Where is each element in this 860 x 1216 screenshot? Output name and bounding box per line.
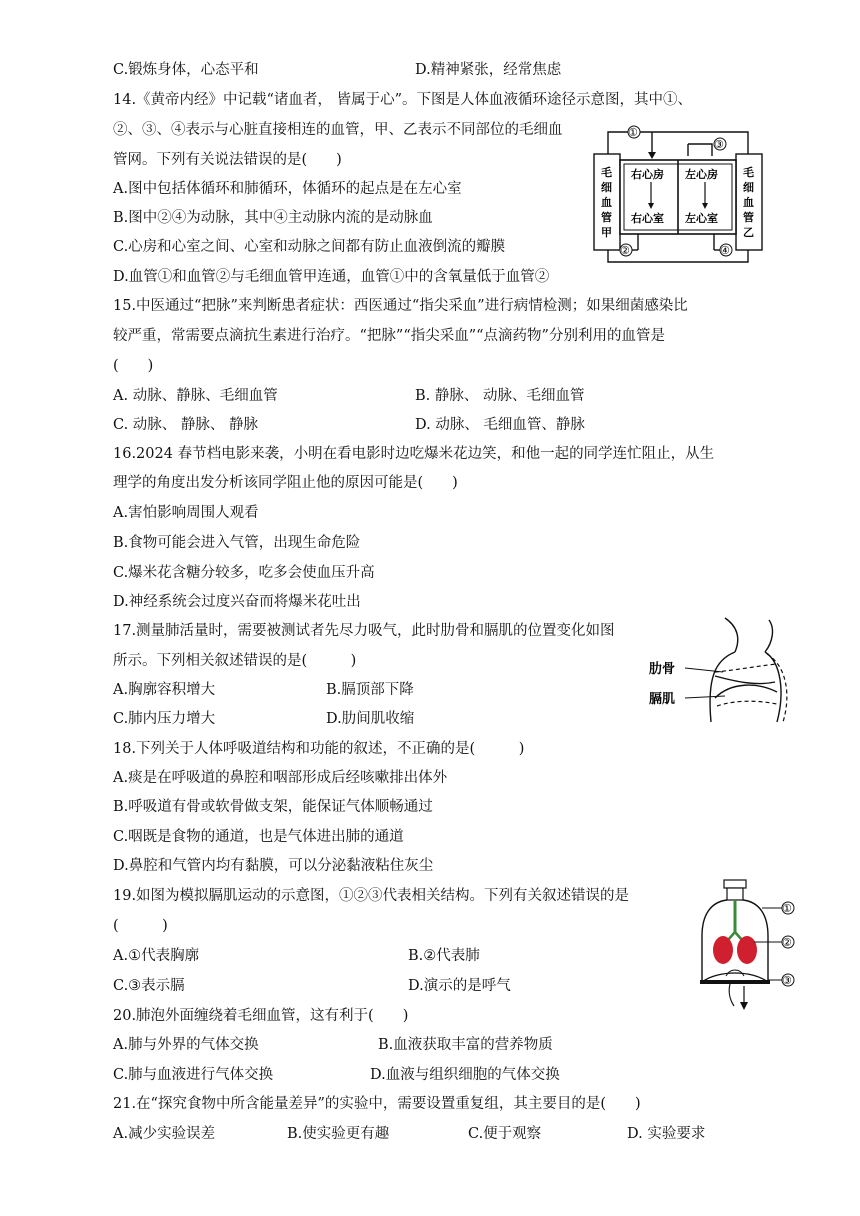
diaphragm-label: 膈肌 bbox=[649, 692, 676, 707]
right-atrium-label: 右心房 bbox=[631, 168, 664, 181]
rib-diaphragm-figure bbox=[645, 612, 795, 724]
q15-stem-line-1: 15.中医通过“把脉”来判断患者症状：西医通过“指尖采血”进行病情检测；如果细菌感染比 bbox=[113, 298, 688, 314]
q15-option-a: A. 动脉、静脉、毛细血管 bbox=[113, 388, 278, 404]
q14-option-b: B.图中②④为动脉，其中④主动脉内流的是动脉血 bbox=[113, 210, 433, 226]
structure-2-label: ② bbox=[782, 936, 792, 949]
q17-option-c: C.肺内压力增大 bbox=[113, 711, 216, 727]
vessel-4-label: ④ bbox=[720, 244, 730, 257]
q15-stem-line-2: 较严重，常需要点滴抗生素进行治疗。“把脉”“指尖采血”“点滴药物”分别利用的血管是 bbox=[113, 328, 665, 344]
capillary-yi-char-5: 乙 bbox=[743, 226, 754, 239]
q14-option-c: C.心房和心室之间、心室和动脉之间都有防止血液倒流的瓣膜 bbox=[113, 239, 506, 255]
capillary-yi-char-4: 管 bbox=[743, 211, 754, 224]
q14-stem-line-1: 14.《黄帝内经》中记载“诸血者， 皆属于心”。下图是人体血液循环途径示意图，其中①、 bbox=[113, 92, 692, 108]
left-ventricle-label: 左心室 bbox=[685, 212, 718, 225]
q20-option-c: C.肺与血液进行气体交换 bbox=[113, 1067, 274, 1083]
q14-stem-line-3: 管网。下列有关说法错误的是( ) bbox=[113, 152, 342, 168]
vessel-2-label: ② bbox=[620, 244, 630, 257]
q21-option-b: B.使实验更有趣 bbox=[287, 1126, 390, 1142]
vessel-3-label: ③ bbox=[714, 138, 724, 151]
q18-option-b: B.呼吸道有骨或软骨做支架，能保证气体顺畅通过 bbox=[113, 799, 433, 815]
q16-stem-line-1: 16.2024 春节档电影来袭，小明在看电影时边吃爆米花边笑，和他一起的同学连忙阻止，从生 bbox=[113, 446, 715, 462]
q21-option-a: A.减少实验误差 bbox=[113, 1126, 216, 1142]
q20-option-d: D.血液与组织细胞的气体交换 bbox=[370, 1067, 560, 1083]
right-ventricle-label: 右心室 bbox=[631, 212, 664, 225]
capillary-jia-char-2: 细 bbox=[601, 181, 612, 194]
q14-stem-line-2: ②、③、④表示与心脏直接相连的血管，甲、乙表示不同部位的毛细血 bbox=[113, 122, 563, 138]
q19-option-a: A.①代表胸廓 bbox=[113, 948, 200, 964]
q15-option-d: D. 动脉、 毛细血管、静脉 bbox=[415, 417, 585, 433]
q16-option-b: B.食物可能会进入气管，出现生命危险 bbox=[113, 535, 361, 551]
q15-option-b: B. 静脉、 动脉、毛细血管 bbox=[415, 388, 585, 404]
q17-option-d: D.肋间肌收缩 bbox=[326, 711, 415, 727]
vessel-1-label: ① bbox=[628, 126, 638, 139]
capillary-jia-char-4: 管 bbox=[601, 211, 612, 224]
q20-stem-line-1: 20.肺泡外面缠绕着毛细血管，这有利于( ) bbox=[113, 1008, 409, 1024]
bell-jar-model-figure bbox=[690, 876, 800, 1016]
blood-circulation-diagram bbox=[588, 122, 768, 270]
q19-option-b: B.②代表肺 bbox=[408, 948, 480, 964]
q16-option-a: A.害怕影响周围人观看 bbox=[113, 505, 259, 521]
q14-option-a: A.图中包括体循环和肺循环，体循环的起点是在左心室 bbox=[113, 181, 462, 197]
q19-option-c: C.③表示膈 bbox=[113, 978, 185, 994]
q18-option-d: D.鼻腔和气管内均有黏膜，可以分泌黏液粘住灰尘 bbox=[113, 858, 434, 874]
capillary-jia-char-1: 毛 bbox=[601, 166, 612, 179]
q18-stem-line-1: 18.下列关于人体呼吸道结构和功能的叙述，不正确的是( ) bbox=[113, 741, 525, 757]
q21-stem-line-1: 21.在“探究食物中所含能量差异”的实验中，需要设置重复组，其主要目的是( ) bbox=[113, 1096, 641, 1112]
q18-option-c: C.咽既是食物的通道，也是气体进出肺的通道 bbox=[113, 829, 404, 845]
q17-option-a: A.胸廓容积增大 bbox=[113, 682, 216, 698]
capillary-yi-char-2: 细 bbox=[743, 181, 754, 194]
q13-option-c: C.锻炼身体，心态平和 bbox=[113, 62, 259, 78]
q13-option-d: D.精神紧张，经常焦虑 bbox=[415, 62, 562, 78]
capillary-yi-char-1: 毛 bbox=[743, 166, 754, 179]
q21-option-c: C.便于观察 bbox=[468, 1126, 542, 1142]
rib-label: 肋骨 bbox=[649, 662, 676, 677]
capillary-jia-char-3: 血 bbox=[601, 196, 612, 209]
q16-stem-line-2: 理学的角度出发分析该同学阻止他的原因可能是( ) bbox=[113, 475, 458, 491]
q17-stem-line-1: 17.测量肺活量时，需要被测试者先尽力吸气，此时肋骨和膈肌的位置变化如图 bbox=[113, 623, 615, 639]
q17-stem-line-2: 所示。下列相关叙述错误的是( ) bbox=[113, 653, 357, 669]
structure-1-label: ① bbox=[782, 902, 792, 915]
q20-option-a: A.肺与外界的气体交换 bbox=[113, 1037, 259, 1053]
q19-option-d: D.演示的是呼气 bbox=[408, 978, 511, 994]
q17-option-b: B.膈顶部下降 bbox=[326, 682, 414, 698]
capillary-yi-char-3: 血 bbox=[743, 196, 754, 209]
q19-stem-line-1: 19.如图为模拟膈肌运动的示意图，①②③代表相关结构。下列有关叙述错误的是 bbox=[113, 888, 630, 904]
capillary-jia-char-5: 甲 bbox=[601, 226, 612, 239]
q15-option-c: C. 动脉、 静脉、 静脉 bbox=[113, 417, 259, 433]
q14-option-d: D.血管①和血管②与毛细血管甲连通，血管①中的含氧量低于血管② bbox=[113, 269, 550, 285]
q20-option-b: B.血液获取丰富的营养物质 bbox=[378, 1037, 553, 1053]
q15-stem-line-3: ( ) bbox=[113, 358, 154, 374]
q21-option-d: D. 实验要求 bbox=[627, 1126, 706, 1142]
q18-option-a: A.痰是在呼吸道的鼻腔和咽部形成后经咳嗽排出体外 bbox=[113, 770, 448, 786]
structure-3-label: ③ bbox=[782, 974, 792, 987]
left-atrium-label: 左心房 bbox=[685, 168, 718, 181]
q16-option-c: C.爆米花含糖分较多，吃多会使血压升高 bbox=[113, 565, 375, 581]
q16-option-d: D.神经系统会过度兴奋而将爆米花吐出 bbox=[113, 594, 361, 610]
q19-stem-line-2: ( ) bbox=[113, 918, 168, 934]
